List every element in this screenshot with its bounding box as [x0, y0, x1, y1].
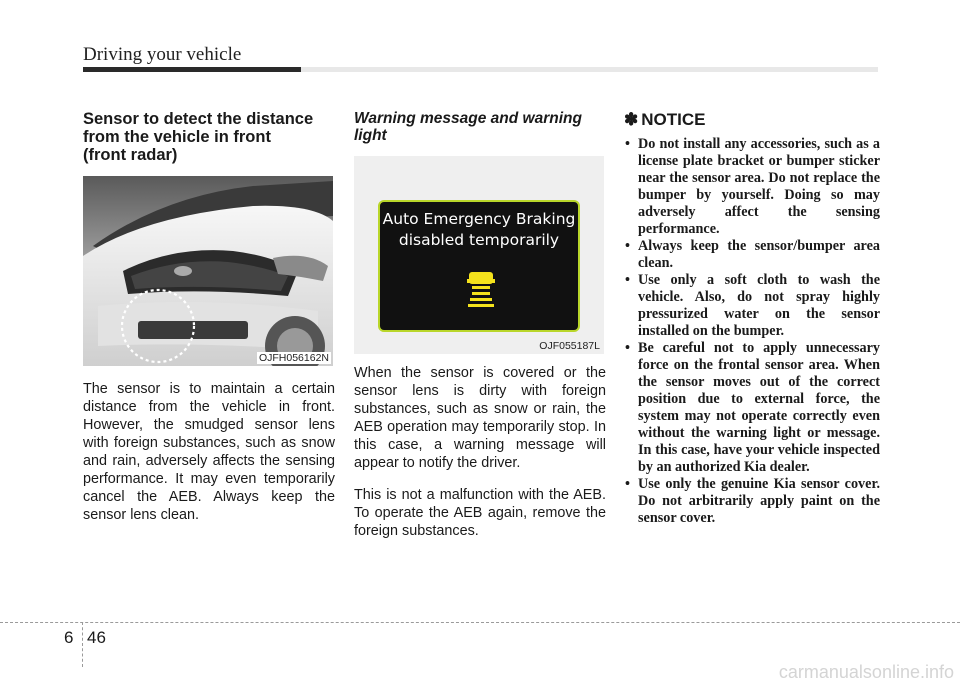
warning-paragraph-2: This is not a malfunction with the AEB. To operate the AEB again, remove the foreign substances.	[354, 487, 606, 539]
figure-caption: OJF055187L	[539, 340, 600, 352]
notice-item: • Always keep the sensor/bumper area clean.	[624, 238, 880, 272]
watermark: carmanualsonline.info	[778, 662, 954, 682]
section-heading-front-radar: Sensor to detect the distance from the vehicle in front (front radar)	[83, 110, 314, 164]
notice-star-icon: ✽	[624, 110, 639, 129]
notice-item: • Do not install any accessories, such as a license plate bracket or bumper sticker near the sensor area. Do not replace the bumper by yourself. Doing so may adversely affect the sensing performance.	[624, 136, 880, 238]
figure-caption: OJFH056162N	[258, 352, 329, 364]
notice-heading	[624, 110, 880, 130]
front-radar-figure	[83, 176, 333, 366]
display-message-line2: disabled temporarily	[398, 231, 560, 249]
footer-rule	[0, 622, 960, 623]
front-radar-paragraph: The sensor is to maintain a certain distance from the vehicle in front. However, the smudged sensor lens with foreign substances, such as snow and rain, adversely affects the sensing performance. It may even temporarily cancel the AEB. Always keep the sensor lens clean.	[83, 381, 335, 523]
cluster-display	[378, 200, 580, 332]
column-warning-message	[354, 110, 606, 554]
notice-list	[624, 136, 880, 527]
column-front-radar	[83, 110, 335, 538]
car-front-illustration	[83, 176, 333, 366]
header-rule-accent	[83, 67, 301, 72]
notice-item: • Use only the genuine Kia sensor cover. Do not arbitrarily apply paint on the sensor cover.	[624, 476, 880, 527]
page-chapter: 6	[64, 628, 74, 647]
display-message-line1: Auto Emergency Braking	[382, 210, 576, 228]
header-title: Driving your vehicle	[83, 44, 242, 65]
warning-display-figure	[354, 156, 604, 354]
section-heading-warning: Warning message and warning light	[354, 110, 582, 144]
warning-paragraph-1: When the sensor is covered or the sensor lens is dirty with foreign substances, such as snow or rain, the AEB operation may temporarily stop. In this case, a warning message will appear to notify the driver.	[354, 365, 606, 471]
notice-item: • Use only a soft cloth to wash the vehicle. Also, do not spray highly pressurized water on the sensor installed on the bumper.	[624, 272, 880, 340]
aeb-warning-light-icon	[464, 270, 498, 310]
page-number: 46	[87, 628, 106, 647]
notice-item: • Be careful not to apply unnecessary force on the frontal sensor area. When the sensor moves out of the correct position due to external force, the system may not operate correctly even without the warning light or message. In this case, have your vehicle inspected by an authorized Kia dealer.	[624, 340, 880, 476]
footer-divider	[82, 622, 83, 667]
column-notice	[624, 110, 880, 527]
notice-heading-text: NOTICE	[641, 110, 706, 129]
